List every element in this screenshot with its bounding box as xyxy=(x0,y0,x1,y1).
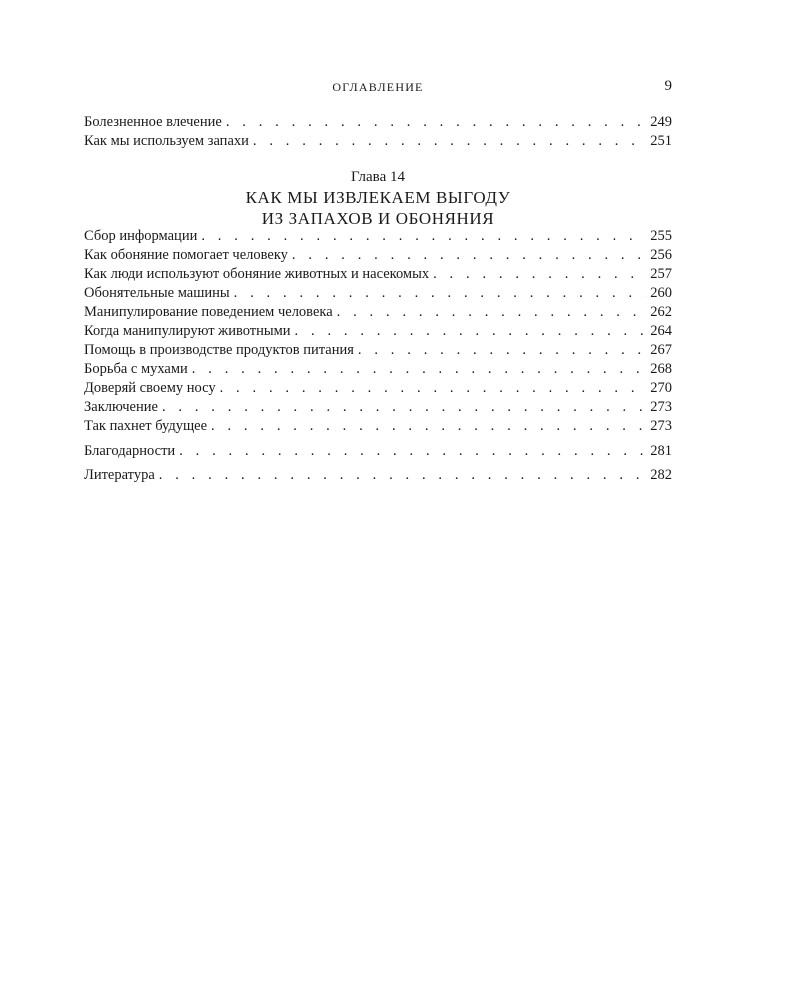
toc-entry-page: 257 xyxy=(650,266,672,282)
toc-entry-page: 268 xyxy=(650,361,672,377)
toc-entry-title: Как мы используем запахи xyxy=(84,133,249,149)
toc-entry-page: 273 xyxy=(650,399,672,415)
toc-entry-page: 273 xyxy=(650,418,672,434)
toc-entry[interactable] xyxy=(84,341,672,360)
toc-entry[interactable] xyxy=(84,265,672,284)
dot-leader xyxy=(220,379,647,398)
toc-entry-title: Так пахнет будущее xyxy=(84,418,208,434)
toc-entry[interactable] xyxy=(84,322,672,341)
toc-entry[interactable] xyxy=(84,113,672,132)
toc-entry[interactable] xyxy=(84,284,672,303)
running-head xyxy=(84,78,672,96)
toc-section-back-matter xyxy=(84,442,672,485)
dot-leader xyxy=(179,442,646,461)
toc-entry[interactable] xyxy=(84,246,672,265)
dot-leader xyxy=(295,322,647,341)
dot-leader xyxy=(292,246,646,265)
toc-entry-page: 267 xyxy=(650,342,672,358)
toc-entry-page: 264 xyxy=(650,323,672,339)
chapter-heading xyxy=(84,167,672,229)
toc-entry-title: Обонятельные машины xyxy=(84,285,230,301)
running-head-title: ОГЛАВЛЕНИЕ xyxy=(332,80,424,94)
dot-leader xyxy=(337,303,647,322)
toc-entry-title: Литература xyxy=(84,467,155,483)
page-number: 9 xyxy=(664,78,672,94)
chapter-label: Глава 14 xyxy=(351,169,405,185)
toc-entry[interactable] xyxy=(84,227,672,246)
toc-entry-page: 260 xyxy=(650,285,672,301)
dot-leader xyxy=(159,466,646,485)
toc-entry-page: 262 xyxy=(650,304,672,320)
toc-entry-page: 281 xyxy=(650,443,672,459)
toc-entry-title: Благодарности xyxy=(84,443,176,459)
dot-leader xyxy=(201,227,646,246)
toc-entry-page: 256 xyxy=(650,247,672,263)
toc-entry-page: 270 xyxy=(650,380,672,396)
toc-entry-title: Заключение xyxy=(84,399,158,415)
dot-leader xyxy=(253,132,646,151)
dot-leader xyxy=(226,113,646,132)
toc-entry-title: Болезненное влечение xyxy=(84,114,222,130)
toc-entry-page: 249 xyxy=(650,114,672,130)
toc-entry-title: Борьба с мухами xyxy=(84,361,188,377)
dot-leader xyxy=(433,265,646,284)
toc-entry-title: Доверяй своему носу xyxy=(84,380,216,396)
toc-entry[interactable] xyxy=(84,417,672,436)
toc-entry-page: 251 xyxy=(650,133,672,149)
toc-entry-page: 282 xyxy=(650,467,672,483)
toc-entry[interactable] xyxy=(84,303,672,322)
dot-leader xyxy=(234,284,647,303)
dot-leader xyxy=(211,417,646,436)
toc-section-top xyxy=(84,113,672,151)
toc-entry-title: Манипулирование поведением человека xyxy=(84,304,333,320)
chapter-title-line-1: КАК МЫ ИЗВЛЕКАЕМ ВЫГОДУ xyxy=(245,188,511,207)
toc-entry-title: Как обоняние помогает человеку xyxy=(84,247,288,263)
toc-entry-title: Сбор информации xyxy=(84,228,198,244)
toc-entry[interactable] xyxy=(84,132,672,151)
dot-leader xyxy=(162,398,646,417)
toc-entry[interactable] xyxy=(84,442,672,461)
toc-entry-title: Как люди используют обоняние животных и насекомых xyxy=(84,266,430,282)
toc-entry[interactable] xyxy=(84,360,672,379)
toc-entry-title: Помощь в производстве продуктов питания xyxy=(84,342,354,358)
chapter-title-line-2: ИЗ ЗАПАХОВ И ОБОНЯНИЯ xyxy=(261,209,495,228)
dot-leader xyxy=(192,360,646,379)
toc-entry-page: 255 xyxy=(650,228,672,244)
toc-entry-title: Когда манипулируют животными xyxy=(84,323,291,339)
toc-entry[interactable] xyxy=(84,379,672,398)
dot-leader xyxy=(358,341,646,360)
toc-entry[interactable] xyxy=(84,466,672,485)
toc-entry[interactable] xyxy=(84,398,672,417)
toc-section-chapter xyxy=(84,227,672,436)
